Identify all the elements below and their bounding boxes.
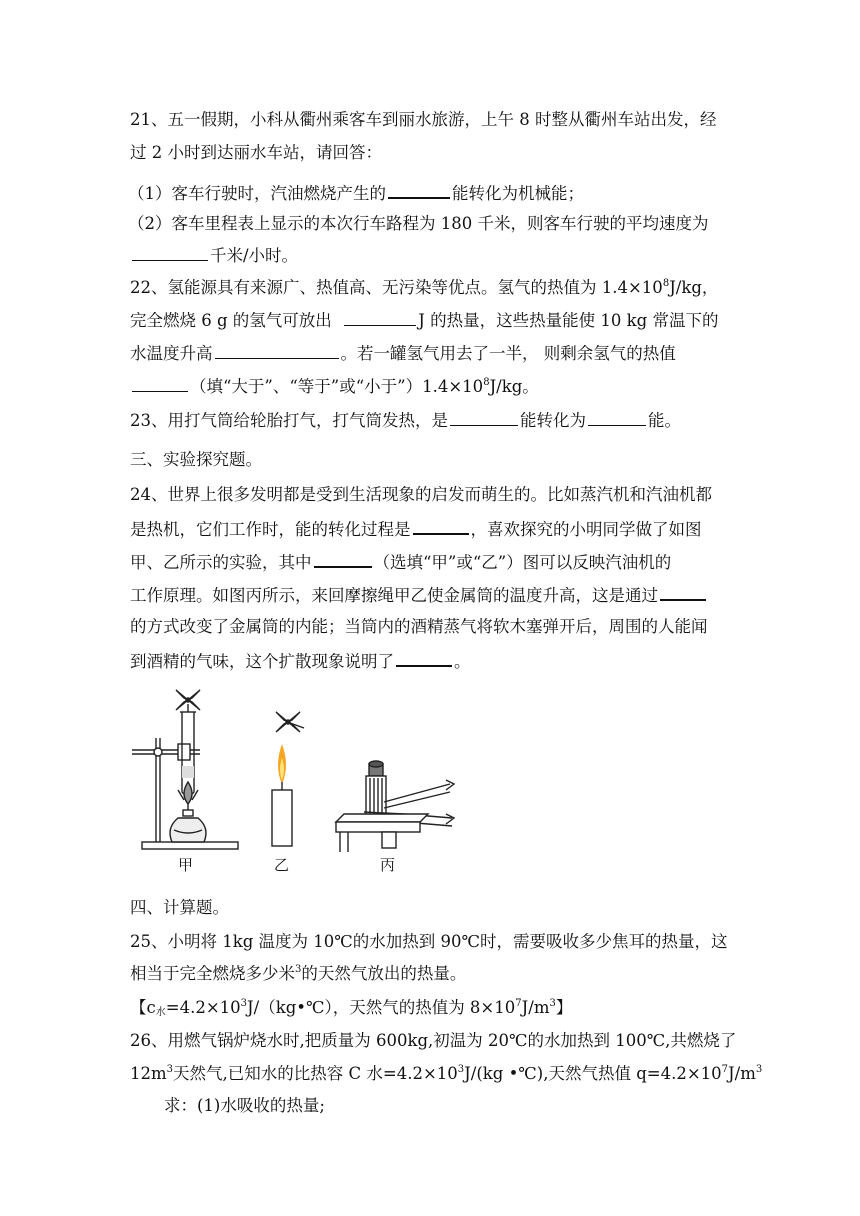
q22-line4: （填“大于”、“等于”或“小于$”)1.4\times 10^8J/kg$。 bbox=[130, 374, 539, 399]
answer-blank[interactable] bbox=[344, 308, 416, 326]
q26-line3: 求：(1)水吸收的热量; bbox=[164, 1096, 325, 1115]
q24-line1: 24、世界上很多发明都是受到生活现象的启发而萌生的。比如蒸汽机和汽油机都 bbox=[130, 485, 712, 504]
figure-label-jia: 甲 bbox=[178, 856, 194, 874]
q21-line1: 21、五一假期，小科从衢州乘客车到丽水旅游，上午 8 时整从衢州车站出发，经 bbox=[130, 110, 717, 129]
q24-line5: 的方式改变了金属筒的内能；当筒内的酒精蒸气将软木塞弹开后，周围的人能闻 bbox=[130, 617, 708, 636]
answer-blank[interactable] bbox=[413, 516, 469, 535]
answer-blank[interactable] bbox=[215, 341, 339, 359]
figure-label-yi: 乙 bbox=[274, 856, 290, 874]
metal-tube-icon bbox=[366, 761, 386, 820]
table-icon bbox=[336, 814, 428, 852]
q26-line2: $12m^3$天然气,已知水的比热容 C 水$=4.2\times 10^3J/(kg$ •℃),天然气热值 $q=4.2\times 10^7J/m^3$ bbox=[130, 1064, 763, 1083]
q26-line1: 26、用燃气锅炉烧水时,把质量为 600kg,初温为 20℃的水加热到 100℃,共燃烧了 bbox=[130, 1031, 737, 1050]
figure-bing bbox=[336, 761, 454, 852]
section-heading-4: 四、计算题。 bbox=[130, 898, 229, 917]
q22-line2: 完全燃烧 6 g 的氢气可放出 J 的热量，这些热量能使 10 kg 常温下的 bbox=[130, 308, 718, 333]
q21-part2: （2）客车里程表上显示的本次行车路程为 180 千米，则客车行驶的平均速度为 bbox=[128, 214, 709, 233]
q25-line2: 相当于完全燃烧多少米$^3$的天然气放出的热量。 bbox=[130, 964, 467, 983]
q22-line3: 水温度升高 。若一罐氢气用去了一半， 则剩余氢气的热值 bbox=[130, 341, 676, 366]
candle-icon bbox=[272, 790, 292, 846]
figure-yi bbox=[272, 712, 304, 846]
answer-blank[interactable] bbox=[388, 180, 450, 199]
q23: 23、用打气筒给轮胎打气，打气筒发热，是 能转化为 能。 bbox=[130, 408, 681, 433]
flame-icon bbox=[178, 782, 198, 804]
section-heading-3: 三、实验探究题。 bbox=[130, 450, 262, 469]
answer-blank[interactable] bbox=[314, 549, 372, 568]
answer-blank[interactable] bbox=[450, 408, 518, 426]
q21-line2: 过 2 小时到达丽水车站，请回答： bbox=[130, 143, 382, 162]
q21-part1: （1）客车行驶时，汽油燃烧产生的 能转化为机械能； bbox=[128, 180, 584, 206]
q24-line3: 甲、乙所示的实验，其中 （选填“甲”或“乙”）图可以反映汽油机的 bbox=[130, 549, 671, 575]
pinwheel-icon bbox=[176, 690, 200, 712]
candle-flame-icon bbox=[278, 744, 286, 790]
experiment-figure bbox=[128, 686, 468, 878]
answer-blank[interactable] bbox=[132, 243, 208, 261]
q25-givens: 【$c_水=4.2\times 10^3J/(kg•℃)$，天然气的热值为 $8\times 10^7J/m^3$】 bbox=[130, 998, 573, 1018]
q22-line1: 22、氢能源具有来源广、热值高、无污染等优点。氢气的热值为 $1.4\times 10^8J/kg$， bbox=[130, 278, 719, 297]
q24-line2: 是热机，它们工作时，能的转化过程是 ，喜欢探究的小明同学做了如图 bbox=[130, 516, 702, 542]
figure-jia bbox=[132, 690, 238, 849]
q21-part2-answer: 千米/小时。 bbox=[130, 243, 298, 268]
alcohol-lamp-icon bbox=[170, 804, 206, 842]
q24-line6: 到酒精的气味，这个扩散现象说明了 。 bbox=[130, 648, 471, 674]
figure-label-bing: 丙 bbox=[380, 856, 396, 874]
answer-blank[interactable] bbox=[396, 648, 452, 667]
pinwheel-icon bbox=[276, 712, 304, 732]
q24-line4: 工作原理。如图丙所示，来回摩擦绳甲乙使金属筒的温度升高，这是通过 bbox=[130, 582, 708, 608]
q25-line1: 25、小明将 1kg 温度为 10℃的水加热到 90℃时，需要吸收多少焦耳的热量，这 bbox=[130, 932, 728, 951]
answer-blank[interactable] bbox=[588, 408, 646, 426]
answer-blank[interactable] bbox=[132, 374, 188, 392]
answer-blank[interactable] bbox=[660, 582, 706, 601]
